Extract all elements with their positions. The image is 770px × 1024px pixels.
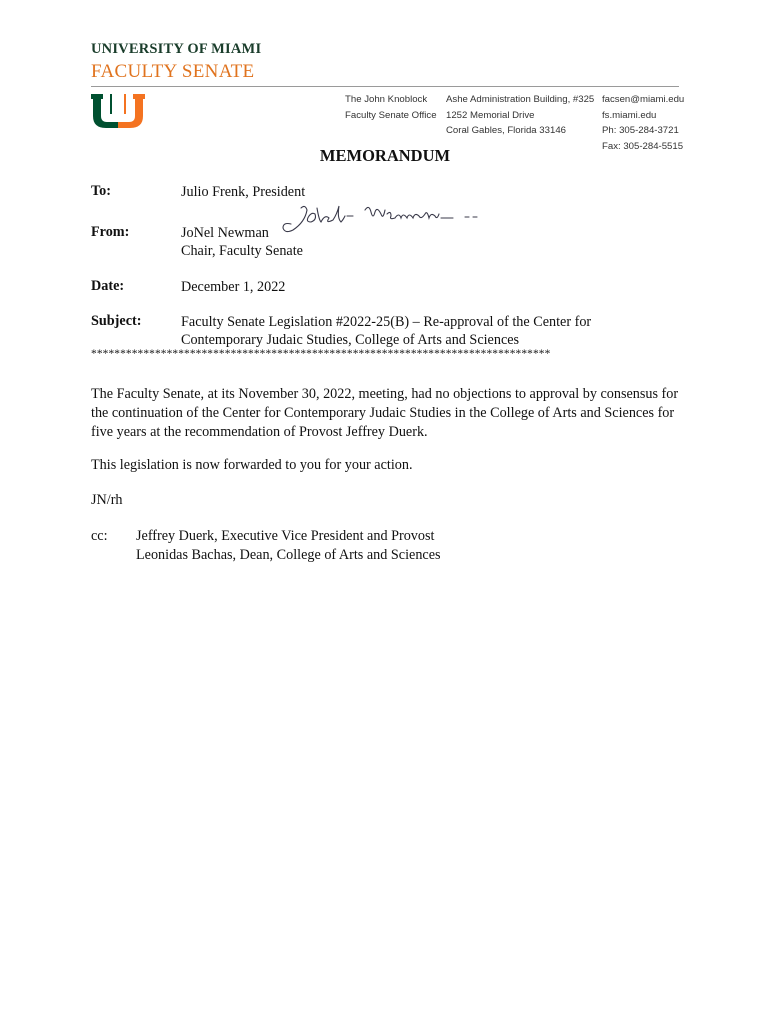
contact-website[interactable]: fs.miami.edu	[602, 109, 657, 121]
date-value: December 1, 2022	[181, 279, 286, 295]
initials: JN/rh	[91, 492, 123, 508]
cc-list	[136, 527, 441, 564]
from-label: From:	[91, 224, 130, 240]
address-column-building	[446, 92, 594, 139]
body-paragraph: The Faculty Senate, at its November 30, 2022, meeting, had no objections to approval by consensus for the continuation of the Center for Contemporary Judaic Studies in the College of Arts and Sciences for five years at the recommendation of Provost Jeffrey Duerk.	[91, 386, 679, 440]
address-line: The John Knoblock	[345, 94, 428, 105]
memo-title: MEMORANDUM	[319, 146, 451, 165]
address-column-office	[345, 92, 437, 123]
university-name: UNIVERSITY OF MIAMI	[91, 41, 262, 57]
subject-line-2: Contemporary Judaic Studies, College of Arts and Sciences	[181, 332, 520, 348]
contact-email[interactable]: facsen@miami.edu	[602, 94, 685, 105]
u-logo-icon	[91, 94, 145, 128]
from-title: Chair, Faculty Senate	[181, 243, 303, 259]
address-line: Faculty Senate Office	[345, 109, 437, 121]
cc-recipient: Leonidas Bachas, Dean, College of Arts and Sciences	[136, 546, 441, 563]
separator-line: *******************************************************************************	[91, 348, 551, 360]
cc-label: cc:	[91, 528, 108, 544]
department-name: FACULTY SENATE	[91, 61, 255, 82]
address-line: Coral Gables, Florida 33146	[446, 125, 566, 137]
body-paragraph: This legislation is now forwarded to you for your action.	[91, 457, 413, 473]
subject-line-1: Faculty Senate Legislation #2022-25(B) – Re-approval of the Center for	[181, 314, 592, 330]
subject-label: Subject:	[91, 313, 142, 329]
to-value: Julio Frenk, President	[181, 184, 306, 200]
cc-recipient: Jeffrey Duerk, Executive Vice President and Provost	[136, 528, 435, 544]
address-line: Ashe Administration Building, #325	[446, 94, 595, 105]
address-line: 1252 Memorial Drive	[446, 109, 535, 121]
from-name: JoNel Newman	[181, 225, 269, 241]
contact-phone: Ph: 305-284-3721	[602, 125, 679, 137]
signature-icon	[279, 200, 484, 240]
to-label: To:	[91, 183, 111, 199]
date-label: Date:	[91, 278, 125, 294]
letterhead-divider	[91, 86, 679, 87]
contact-fax: Fax: 305-284-5515	[602, 140, 684, 152]
